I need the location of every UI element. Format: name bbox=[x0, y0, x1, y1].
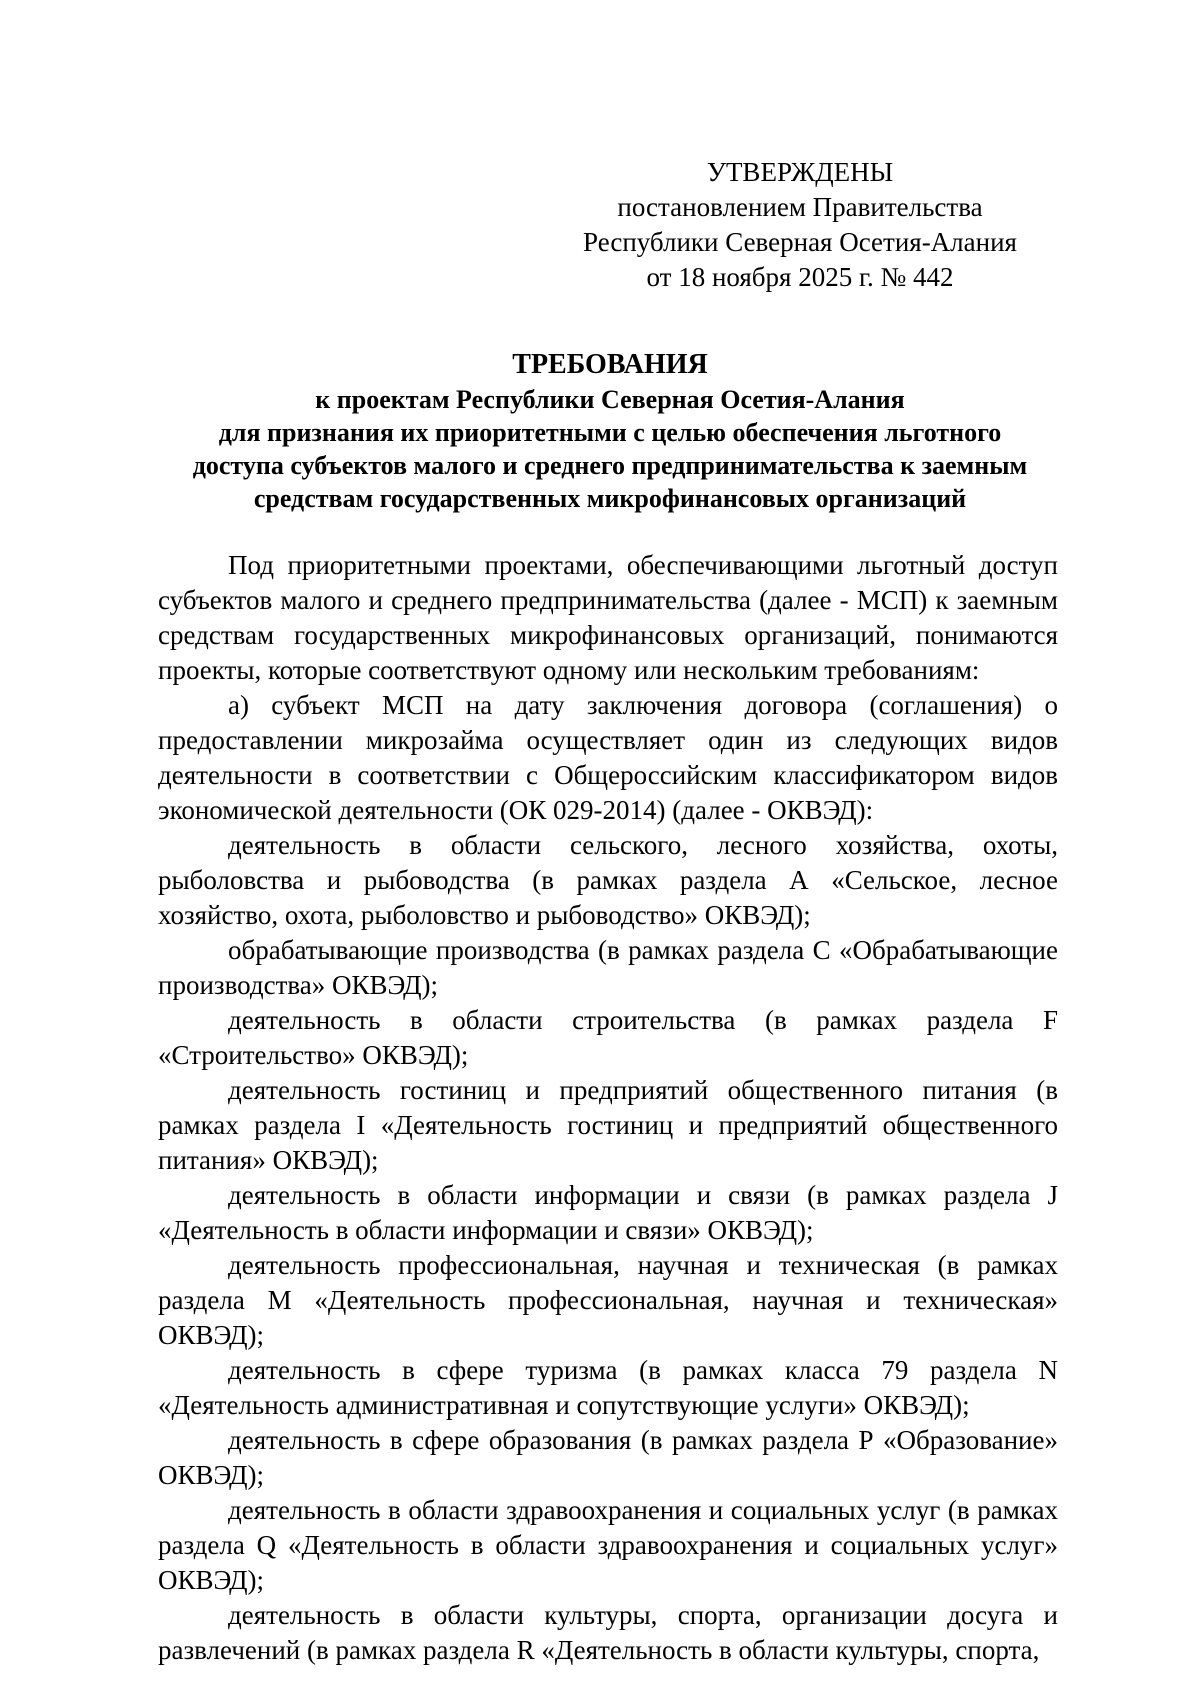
approval-stamp bbox=[560, 155, 1040, 295]
title-heading: ТРЕБОВАНИЯ bbox=[512, 349, 708, 380]
approval-line: Республики Северная Осетия-Алания bbox=[583, 227, 1017, 257]
list-item: деятельность в области сельского, лесного хозяйства, охоты, рыболовства и рыбоводства (в рамках раздела А «Сельское, лесное хозяйство, охота, рыболовство и рыбоводство» ОКВЭД); bbox=[158, 830, 1058, 930]
approval-heading: УТВЕРЖДЕНЫ bbox=[706, 157, 894, 187]
paragraph: Под приоритетными проектами, обеспечивающими льготный доступ субъектов малого и среднего предпринимательства (далее - МСП) к заемным средствам государственных микрофинансовых организаций, понимаются проекты, которые соответствуют одному или нескольким требованиям: bbox=[158, 550, 1058, 685]
list-item: деятельность гостиниц и предприятий общественного питания (в рамках раздела I «Деятельность гостиниц и предприятий общественного питания» ОКВЭД); bbox=[158, 1075, 1058, 1175]
list-item: деятельность в области культуры, спорта, организации досуга и развлечений (в рамках раздела R «Деятельность в области культуры, спорта, bbox=[158, 1600, 1058, 1665]
list-item: деятельность в области строительства (в рамках раздела F «Строительство» ОКВЭД); bbox=[158, 1005, 1058, 1070]
document-body bbox=[158, 548, 1058, 1668]
list-item: деятельность в сфере образования (в рамках раздела Р «Образование» ОКВЭД); bbox=[158, 1425, 1058, 1490]
document-title bbox=[150, 348, 1070, 515]
list-item: деятельность профессиональная, научная и техническая (в рамках раздела М «Деятельность профессиональная, научная и техническая» ОКВЭД); bbox=[158, 1250, 1058, 1350]
title-line: доступа субъектов малого и среднего предпринимательства к заемным bbox=[192, 451, 1028, 480]
list-item: обрабатывающие производства (в рамках раздела С «Обрабатывающие производства» ОКВЭД); bbox=[158, 935, 1058, 1000]
title-line: средствам государственных микрофинансовых организаций bbox=[253, 484, 967, 513]
list-item: деятельность в области здравоохранения и социальных услуг (в рамках раздела Q «Деятельность в области здравоохранения и социальных услуг» ОКВЭД); bbox=[158, 1495, 1058, 1595]
title-line: для признания их приоритетными с целью обеспечения льготного bbox=[218, 418, 1002, 447]
approval-line: постановлением Правительства bbox=[617, 192, 983, 222]
list-item: деятельность в области информации и связи (в рамках раздела J «Деятельность в области информации и связи» ОКВЭД); bbox=[158, 1180, 1058, 1245]
approval-date: от 18 ноября 2025 г. № 442 bbox=[646, 262, 954, 292]
paragraph: а) субъект МСП на дату заключения договора (соглашения) о предоставлении микрозайма осуществляет один из следующих видов деятельности в соответствии с Общероссийским классификатором видов экономической деятельности (ОК 029-2014) (далее - ОКВЭД): bbox=[158, 690, 1058, 825]
title-line: к проектам Республики Северная Осетия-Алания bbox=[315, 385, 905, 414]
list-item: деятельность в сфере туризма (в рамках класса 79 раздела N «Деятельность административная и сопутствующие услуги» ОКВЭД); bbox=[158, 1355, 1058, 1420]
